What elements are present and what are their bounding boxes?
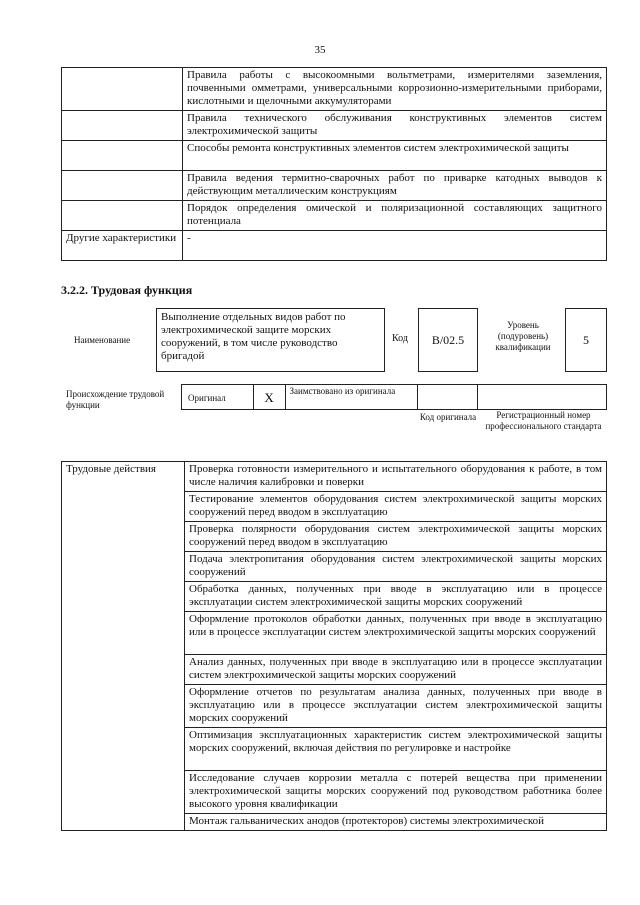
row-text: Правила ведения термитно-сварочных работ по приварке катодных выводов к действующим металлическим конструкциям	[183, 171, 607, 201]
labor-actions-table	[61, 461, 607, 831]
table-row	[62, 231, 607, 261]
section-heading: 3.2.2. Трудовая функция	[61, 283, 193, 297]
row-text: Порядок определения омической и поляризационной составляющих защитного потенциала	[183, 201, 607, 231]
page-number: 35	[314, 44, 326, 56]
knowledge-table	[61, 67, 607, 261]
level-label: Уровень (подуровень) квалификации	[495, 320, 551, 352]
code-value-box: В/02.5	[418, 308, 478, 372]
row-label	[62, 68, 183, 111]
reg-number-cell	[478, 385, 606, 409]
function-name-box: Выполнение отдельных видов работ по электрохимической защите морских сооружений, в том числе руководство бригадой	[156, 308, 385, 372]
row-text: Способы ремонта конструктивных элементов систем электрохимической защиты	[183, 141, 607, 171]
table-row	[62, 141, 607, 171]
table-row	[62, 462, 607, 492]
action-item: Оформление протоколов обработки данных, полученных при вводе в эксплуатацию или в процессе эксплуатации систем электрохимической защиты морских сооружений	[185, 612, 607, 655]
origin-label: Происхождение трудовой функции	[66, 389, 165, 410]
row-label	[62, 201, 183, 231]
action-item: Анализ данных, полученных при вводе в эксплуатацию или в процессе эксплуатации систем электрохимической защиты морских сооружений	[185, 655, 607, 685]
code-label: Код	[392, 333, 408, 344]
action-item: Проверка полярности оборудования систем электрохимической защиты морских сооружений перед вводом в эксплуатацию	[185, 522, 607, 552]
code-original-label: Код оригинала	[419, 412, 477, 422]
action-item: Оптимизация эксплуатационных характеристик систем электрохимической защиты морских сооружений, включая действия по регулировке и настройке	[185, 728, 607, 771]
original-mark: X	[254, 385, 286, 409]
action-item: Проверка готовности измерительного и испытательного оборудования к работе, в том числе наличия калибровки и поверки	[185, 462, 607, 492]
row-text: Правила технического обслуживания конструктивных элементов систем электрохимической защиты	[183, 111, 607, 141]
table-row	[62, 111, 607, 141]
reg-number-label: Регистрационный номер профессионального стандарта	[485, 410, 602, 431]
action-item: Исследование случаев коррозии металла с потерей вещества при применении электрохимической защиты морских сооружений под руководством работника более высокого уровня квалификации	[185, 771, 607, 814]
row-label	[62, 111, 183, 141]
action-item: Подача электропитания оборудования систем электрохимической защиты морских сооружений	[185, 552, 607, 582]
other-characteristics-label: Другие характеристики	[62, 231, 183, 261]
row-label	[62, 141, 183, 171]
original-label: Оригинал	[182, 385, 254, 409]
action-item: Тестирование элементов оборудования систем электрохимической защиты морских сооружений перед вводом в эксплуатацию	[185, 492, 607, 522]
name-label: Наименование	[74, 335, 131, 345]
action-item: Обработка данных, полученных при вводе в эксплуатацию или в процессе эксплуатации систем электрохимической защиты морских сооружений	[185, 582, 607, 612]
table-row	[62, 201, 607, 231]
action-item: Оформление отчетов по результатам анализа данных, полученных при вводе в эксплуатацию или в процессе эксплуатации систем электрохимической защиты морских сооружений	[185, 685, 607, 728]
row-label	[62, 171, 183, 201]
row-text: Правила работы с высокоомными вольтметрами, измерителями заземления, почвенными омметрами, универсальными коррозионно-измерительными приборами, кислотными и щелочными аккумуляторами	[183, 68, 607, 111]
action-item: Монтаж гальванических анодов (протекторов) системы электрохимической	[185, 814, 607, 831]
level-value-box: 5	[565, 308, 607, 372]
borrowed-label: Заимствовано из оригинала	[286, 385, 418, 409]
other-characteristics-value: -	[183, 231, 607, 261]
table-row	[62, 171, 607, 201]
table-row	[62, 68, 607, 111]
code-original-cell	[418, 385, 478, 409]
labor-actions-label: Трудовые действия	[62, 462, 185, 831]
origin-row	[181, 384, 607, 410]
